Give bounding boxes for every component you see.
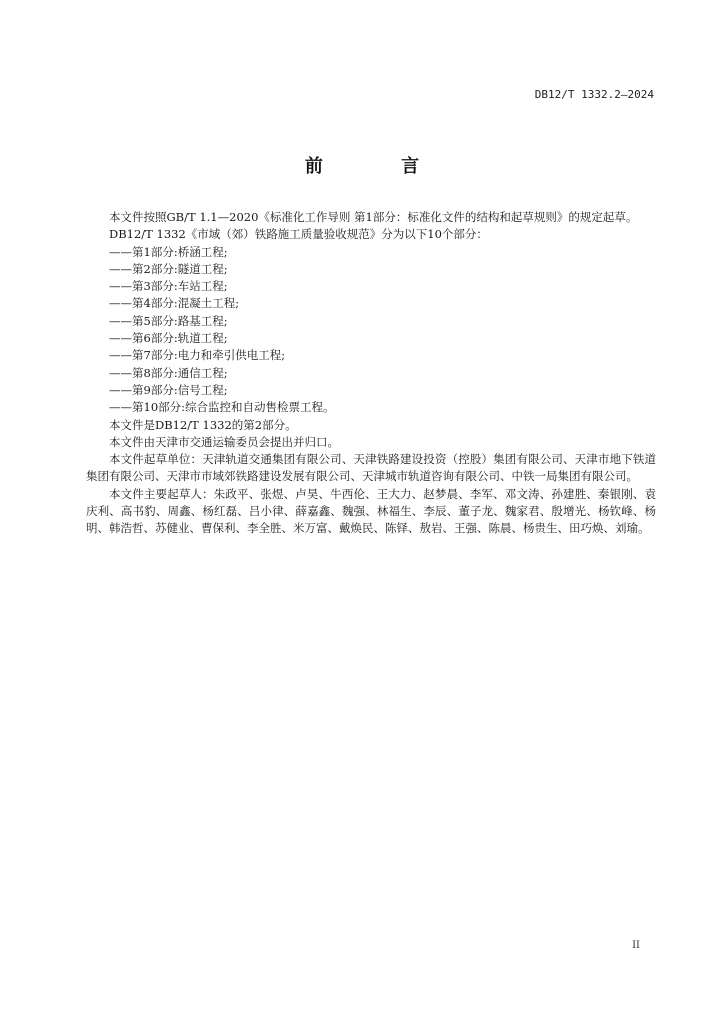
intro-paragraph: 本文件按照GB/T 1.1—2020《标准化工作导则 第1部分：标准化文件的结构和起草规则》的规定起草。 <box>109 210 638 224</box>
list-item: ——第1部分:桥涵工程; <box>109 244 228 259</box>
list-item: ——第6部分:轨道工程; <box>109 331 228 346</box>
list-item: ——第3部分:车站工程; <box>109 279 228 294</box>
drafters-paragraph: 本文件主要起草人：朱政平、张煜、卢昊、牛西伦、王大力、赵梦晨、李军、邓文涛、孙建胜、秦银刚、袁庆利、高书豹、周鑫、杨红磊、吕小律、薛嘉鑫、魏强、林福生、李辰、董子龙、魏家君、殷增光、杨钦峰、杨明、韩浩哲、苏健业、曹保利、李全胜、米万富、戴焕民、陈铎、敖岩、王强、陈晨、杨贵生、田巧焕、刘瑜。 <box>86 486 656 536</box>
foreword-body <box>86 209 656 538</box>
drafting-units-paragraph: 本文件起草单位：天津轨道交通集团有限公司、天津铁路建设投资（控股）集团有限公司、天津市地下铁道集团有限公司、天津市市域郊铁路建设发展有限公司、天津城市轨道咨询有限公司、中铁一局集团有限公司。 <box>86 452 656 484</box>
list-item: ——第7部分:电力和牵引供电工程; <box>109 348 286 363</box>
list-item: ——第9部分:信号工程; <box>109 382 228 397</box>
part-statement-paragraph: 本文件是DB12/T 1332的第2部分。 <box>109 417 297 432</box>
proposer-paragraph: 本文件由天津市交通运输委员会提出并归口。 <box>109 434 339 449</box>
parts-intro-paragraph: DB12/T 1332《市域（郊）铁路施工质量验收规范》分为以下10个部分： <box>109 227 488 242</box>
list-item: ——第10部分:综合监控和自动售检票工程。 <box>109 400 335 415</box>
page-title: 前 言 <box>304 156 456 177</box>
list-item: ——第4部分:混凝土工程; <box>109 296 240 311</box>
list-item: ——第2部分:隧道工程; <box>109 261 228 276</box>
document-code: DB12/T 1332.2—2024 <box>534 88 654 101</box>
list-item: ——第8部分:通信工程; <box>109 365 228 380</box>
page-number: II <box>632 940 640 951</box>
list-item: ——第5部分:路基工程; <box>109 313 228 328</box>
